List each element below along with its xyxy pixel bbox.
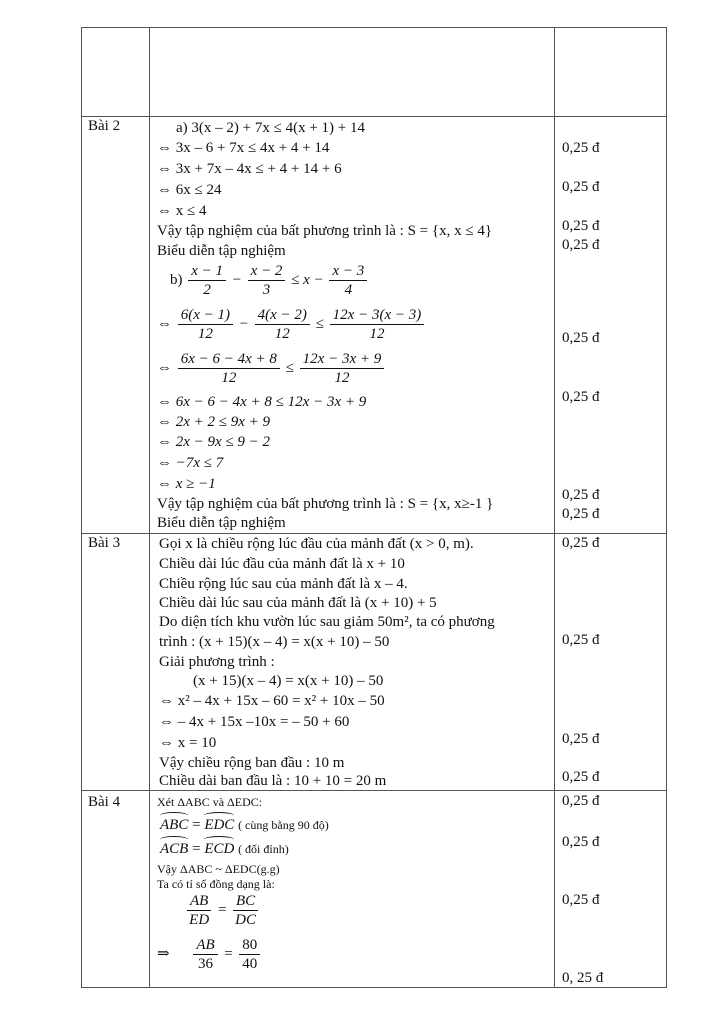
bai3-line: Chiều dài lúc sau của mảnh đất là (x + 10) + 5 [159,595,437,611]
bai2-b-line: ⇔ −7x ≤ 7 [157,455,224,471]
numerator: BC [233,892,258,911]
fraction [329,262,367,299]
bai2-a-line: Vậy tập nghiệm của bất phương trình là : S = {x, x ≤ 4} [157,223,493,239]
fraction [248,262,286,299]
bai2-b-line: Biểu diễn tập nghiệm [157,515,286,531]
numerator: x − 3 [329,262,367,281]
score: 0,25 đ [562,389,600,405]
angle-edc: EDC [204,817,235,833]
angle-abc: ABC [160,817,189,833]
fraction [187,892,211,929]
score: 0,25 đ [562,140,600,156]
score: 0,25 đ [562,218,600,234]
bai4-angle-eq-2: ACB = ECD ( đối đỉnh) [160,841,289,857]
angle-note: ( đối đỉnh) [238,842,289,856]
fraction [178,350,280,387]
numerator: 4(x − 2) [255,306,310,325]
numerator: 12x − 3x + 9 [300,350,385,369]
bai2-b-line: ⇔ 2x + 2 ≤ 9x + 9 [157,414,271,430]
bai2-a-line: Biểu diễn tập nghiệm [157,243,286,259]
numerator: 12x − 3(x − 3) [330,306,425,325]
bai3-line: Chiều dài lúc đầu của mảnh đất là x + 10 [159,556,405,572]
bai2-b-line: ⇔ x ≥ −1 [157,476,216,492]
denominator: 2 [203,282,211,298]
bai4-ratio-1: $\frac{AB}{ED}$ = $\frac{BC}{DC}$ [185,892,260,929]
bai4-angle-eq-1: ABC = EDC ( cùng bằng 90 độ) [160,817,329,833]
bai3-label: Bài 3 [88,535,121,551]
row-divider-2 [81,533,667,534]
bai3-line: Do diện tích khu vườn lúc sau giảm 50m², ta có phương [159,614,495,630]
bai3-line: ⇔ x = 10 [159,735,217,751]
bai2-b-step1: ⇔ $\frac{6(x - 1)}{12}$ − $\frac{4(x - 2)}{12}$ ≤ $\frac{12x - 3(x - 3)}{12}$ [157,306,426,343]
bai3-line: Gọi x là chiều rộng lúc đầu của mảnh đất (x > 0, m). [159,536,474,552]
bai3-line: Giải phương trình : [159,654,275,670]
bai3-line: (x + 15)(x – 4) = x(x + 10) – 50 [193,673,384,689]
score: 0,25 đ [562,834,600,850]
denominator: ED [189,912,210,928]
denominator: 12 [197,326,213,342]
row-divider-1 [81,116,667,117]
implies-symbol: ⇒ [157,945,170,962]
bai2-b-prefix: b) [170,271,183,288]
numerator: 6x − 6 − 4x + 8 [178,350,280,369]
score: 0,25 đ [562,535,600,551]
denominator: 36 [197,956,213,972]
table-border-right [666,27,667,988]
score: 0,25 đ [562,506,600,522]
score: 0,25 đ [562,892,600,908]
bai2-a-line: ⇔ 6x ≤ 24 [157,182,222,198]
bai2-b-line: ⇔ 6x − 6 − 4x + 8 ≤ 12x − 3x + 9 [157,394,367,410]
denominator: 12 [369,326,385,342]
bai2-b-inequality: b) $\frac{x - 1}{2}$ − $\frac{x - 2}{3}$ ≤ x − $\frac{x - 3}{4}$ [170,262,369,299]
denominator: 12 [274,326,290,342]
score: 0,25 đ [562,237,600,253]
fraction [255,306,310,343]
fraction [233,892,258,929]
score: 0,25 đ [562,793,600,809]
fraction [193,936,217,973]
denominator: 3 [262,282,271,298]
denominator: 4 [344,282,353,298]
score: 0,25 đ [562,769,600,785]
denominator: 40 [242,956,258,972]
score: 0,25 đ [562,330,600,346]
bai2-b-line: ⇔ 2x − 9x ≤ 9 − 2 [157,434,271,450]
numerator: AB [193,936,217,955]
bai3-line: trình : (x + 15)(x – 4) = x(x + 10) – 50 [159,634,390,650]
term: x − [303,271,324,288]
bai4-ratio-2: ⇒ $\frac{AB}{36}$ = $\frac{80}{40}$ [157,936,262,973]
bai2-b-line: Vậy tập nghiệm của bất phương trình là : S = {x, x≥-1 } [157,496,494,512]
bai3-line: Chiều rộng lúc sau của mảnh đất là x – 4. [159,576,408,592]
fraction [330,306,425,343]
score: 0,25 đ [562,179,600,195]
angle-ecd: ECD [204,841,235,857]
column-divider-2 [554,27,555,988]
column-divider-1 [149,27,150,988]
bai2-a-line: ⇔ 3x + 7x – 4x ≤ + 4 + 14 + 6 [157,161,342,177]
table-border-left [81,27,82,988]
bai4-line4: Vậy ΔABC ~ ΔEDC(g.g) [157,862,280,876]
bai4-label: Bài 4 [88,794,121,810]
denominator: 12 [334,370,350,386]
score: 0,25 đ [562,731,600,747]
angle-acb: ACB [160,841,189,857]
bai2-b-step2: ⇔ $\frac{6x - 6 - 4x + 8}{12}$ ≤ $\frac{12x - 3x + 9}{12}$ [157,350,386,387]
score: 0, 25 đ [562,970,604,986]
numerator: x − 2 [248,262,286,281]
bai3-line: ⇔ – 4x + 15x –10x = – 50 + 60 [159,714,350,730]
denominator: DC [235,912,256,928]
bai3-line: ⇔ x² – 4x + 15x – 60 = x² + 10x – 50 [159,693,385,709]
score: 0,25 đ [562,487,600,503]
score: 0,25 đ [562,632,600,648]
bai4-line5: Ta có tỉ số đồng dạng là: [157,877,275,891]
bai2-a-line: ⇔ x ≤ 4 [157,203,207,219]
fraction [300,350,385,387]
fraction [239,936,260,973]
bai3-line: Chiều dài ban đầu là : 10 + 10 = 20 m [159,773,387,789]
fraction [178,306,233,343]
row-divider-3 [81,790,667,791]
numerator: AB [187,892,211,911]
table-border-bottom [81,987,667,988]
bai2-a-line: ⇔ 3x – 6 + 7x ≤ 4x + 4 + 14 [157,140,330,156]
fraction [188,262,226,299]
numerator: x − 1 [188,262,226,281]
bai4-line1: Xét ΔABC và ΔEDC: [157,795,263,809]
bai2-label: Bài 2 [88,118,121,134]
bai2-a-line: a) 3(x – 2) + 7x ≤ 4(x + 1) + 14 [176,120,365,136]
table-border-top [81,27,667,28]
numerator: 6(x − 1) [178,306,233,325]
angle-note: ( cùng bằng 90 độ) [238,818,329,832]
denominator: 12 [221,370,237,386]
numerator: 80 [239,936,260,955]
bai3-line: Vậy chiều rộng ban đầu : 10 m [159,755,345,771]
